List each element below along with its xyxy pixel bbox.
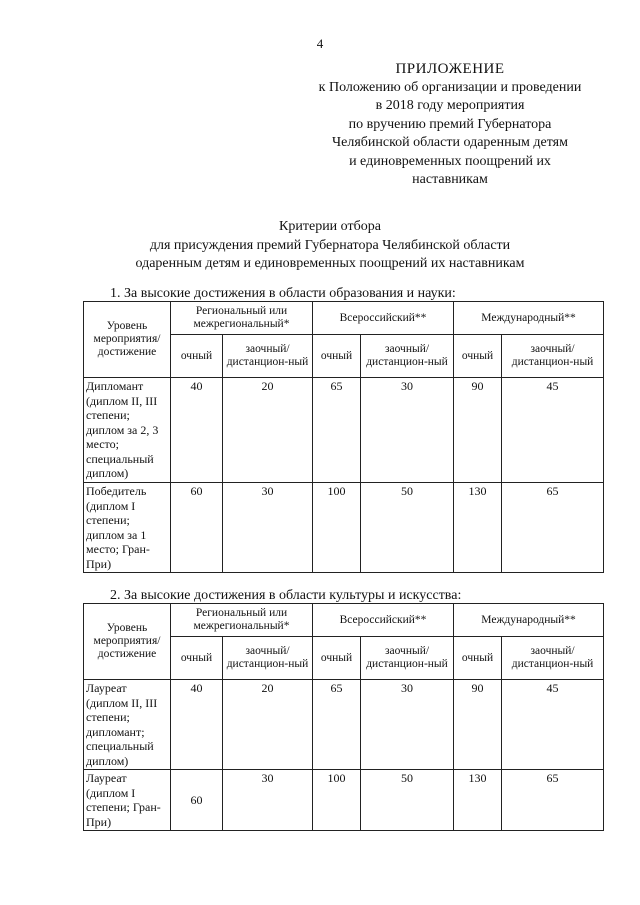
criteria-line: одаренным детям и единовременных поощрений их наставникам xyxy=(135,256,525,271)
distance-header: заочный/ дистанцион-ный xyxy=(361,637,454,680)
table-cell: 65 xyxy=(502,483,604,573)
distance-header: заочный/ дистанцион-ный xyxy=(223,637,313,680)
table-cell: 20 xyxy=(223,680,313,770)
distance-header: заочный/ дистанцион-ный xyxy=(223,335,313,378)
table-cell: 40 xyxy=(171,378,223,483)
distance-header: заочный/ дистанцион-ный xyxy=(361,335,454,378)
section2-table xyxy=(83,603,604,831)
fulltime-header: очный xyxy=(313,637,361,680)
table-cell: 90 xyxy=(454,680,502,770)
appendix-line: к Положению об организации и проведении xyxy=(318,79,582,95)
table-cell: 20 xyxy=(223,378,313,483)
page-number: 4 xyxy=(316,36,324,51)
fulltime-header: очный xyxy=(454,637,502,680)
section2-title: 2. За высокие достижения в области культуры и искусства: xyxy=(110,588,462,603)
row-label: Победитель (диплом I степени; диплом за 1 место; Гран-При) xyxy=(84,483,171,573)
regional-header: Региональный или межрегиональный* xyxy=(171,604,313,637)
table-cell: 50 xyxy=(361,483,454,573)
criteria-title xyxy=(60,218,600,274)
table-row xyxy=(84,483,604,573)
table-cell: 30 xyxy=(361,680,454,770)
table-cell: 65 xyxy=(313,378,361,483)
table-row xyxy=(84,770,604,831)
fulltime-header: очный xyxy=(171,637,223,680)
table-cell: 65 xyxy=(502,770,604,831)
regional-header: Региональный или межрегиональный* xyxy=(171,302,313,335)
international-header: Международный** xyxy=(454,604,604,637)
table-cell: 65 xyxy=(313,680,361,770)
level-header: Уровень мероприятия/ достижение xyxy=(84,604,171,680)
appendix-line: Челябинской области одаренным детям xyxy=(332,135,568,150)
appendix-line: наставникам xyxy=(412,172,488,187)
criteria-line: для присуждения премий Губернатора Челябинской области xyxy=(149,237,511,253)
appendix-line: по вручению премий Губернатора xyxy=(348,116,552,132)
criteria-line: Критерии отбора xyxy=(279,219,381,234)
table-cell: 100 xyxy=(313,770,361,831)
table-cell: 30 xyxy=(223,483,313,573)
table-cell: 45 xyxy=(502,680,604,770)
fulltime-header: очный xyxy=(454,335,502,378)
level-header: Уровень мероприятия/ достижение xyxy=(84,302,171,378)
fulltime-header: очный xyxy=(313,335,361,378)
table-cell: 130 xyxy=(454,770,502,831)
distance-header: заочный/ дистанцион-ный xyxy=(502,335,604,378)
table-row xyxy=(84,378,604,483)
section1-title: 1. За высокие достижения в области образования и науки: xyxy=(110,286,456,301)
fulltime-header: очный xyxy=(171,335,223,378)
table-cell: 30 xyxy=(223,770,313,831)
table-cell: 60 xyxy=(171,770,223,831)
distance-header: заочный/ дистанцион-ный xyxy=(502,637,604,680)
row-label: Лауреат (диплом I степени; Гран-При) xyxy=(84,770,171,831)
appendix-block xyxy=(300,60,600,190)
table-cell: 30 xyxy=(361,378,454,483)
allrussian-header: Всероссийский** xyxy=(313,302,454,335)
table-cell: 50 xyxy=(361,770,454,831)
table-cell: 60 xyxy=(171,483,223,573)
row-label: Дипломант (диплом II, III степени; диплом за 2, 3 место; специальный диплом) xyxy=(84,378,171,483)
table-cell: 90 xyxy=(454,378,502,483)
allrussian-header: Всероссийский** xyxy=(313,604,454,637)
appendix-line: в 2018 году мероприятия xyxy=(375,98,525,113)
row-label: Лауреат (диплом II, III степени; дипломант; специальный диплом) xyxy=(84,680,171,770)
appendix-heading: ПРИЛОЖЕНИЕ xyxy=(395,61,505,77)
section1-table xyxy=(83,301,604,573)
table-cell: 45 xyxy=(502,378,604,483)
table-cell: 100 xyxy=(313,483,361,573)
table-cell: 40 xyxy=(171,680,223,770)
appendix-line: и единовременных поощрений их xyxy=(349,153,551,169)
table-cell: 130 xyxy=(454,483,502,573)
table-row xyxy=(84,680,604,770)
international-header: Международный** xyxy=(454,302,604,335)
